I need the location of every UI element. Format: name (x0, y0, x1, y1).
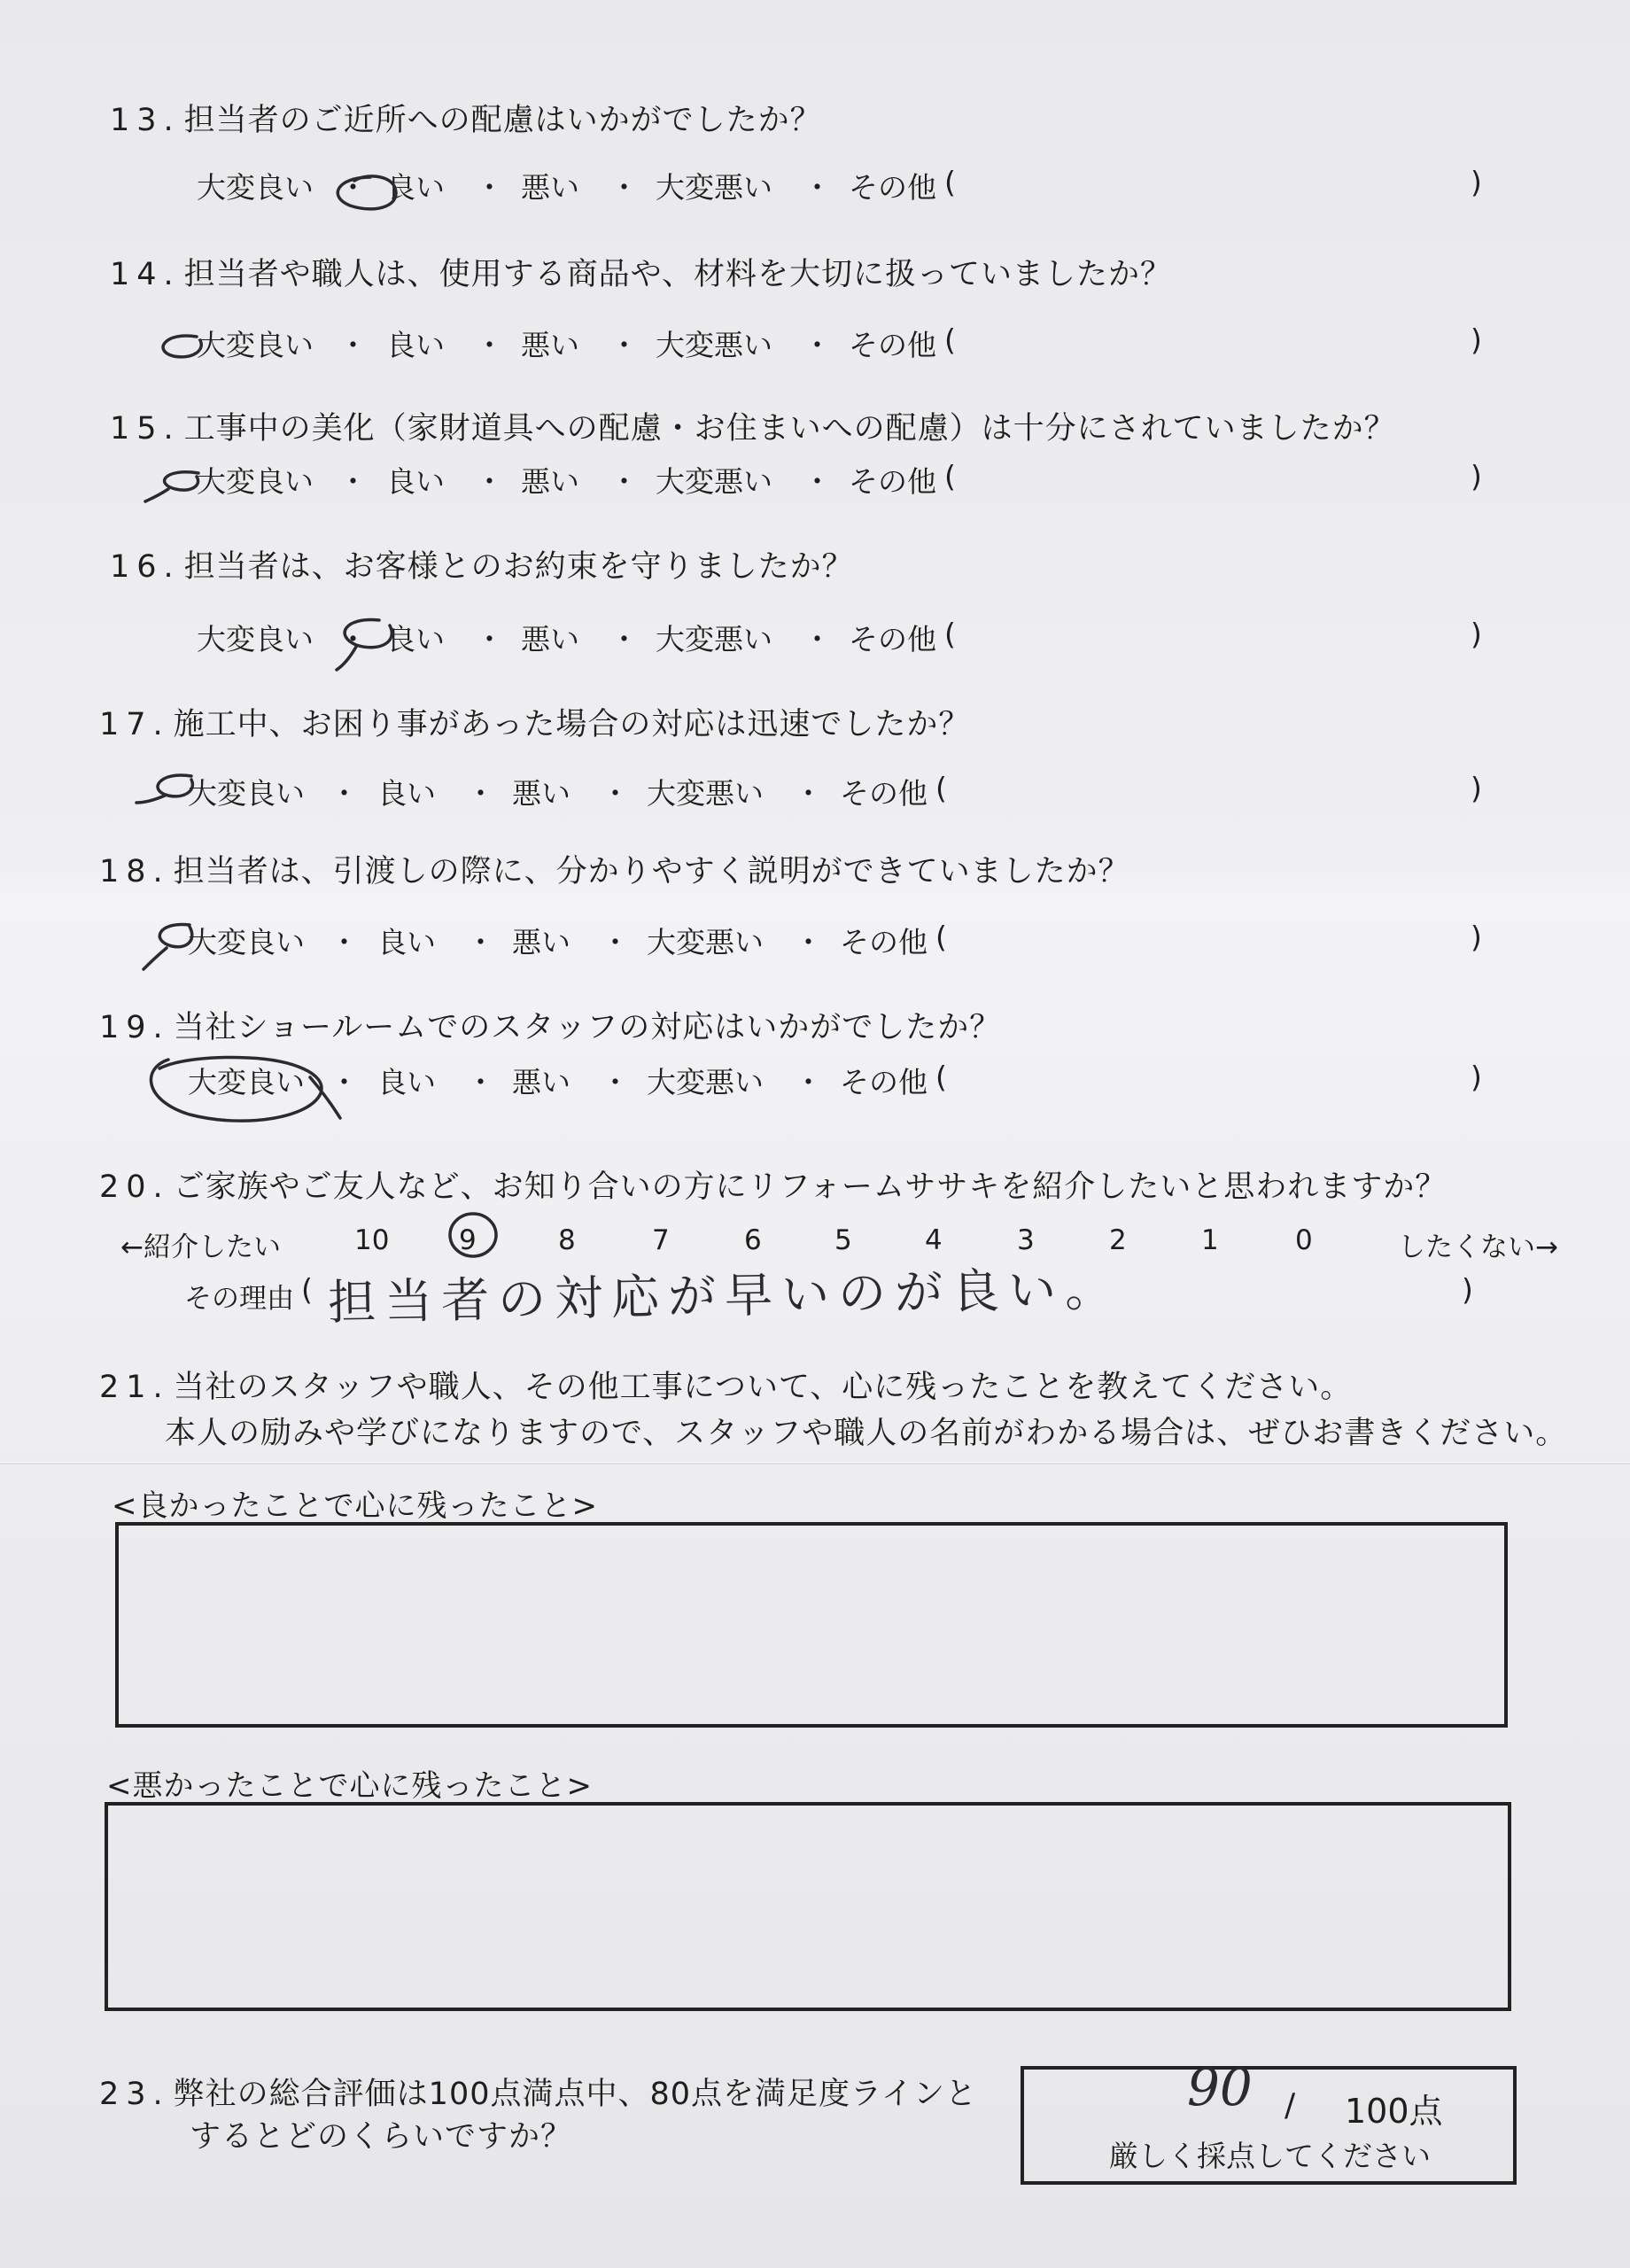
option-very-good[interactable]: 大変良い (188, 925, 305, 959)
option-very-good[interactable]: 大変良い (197, 328, 314, 362)
option-other[interactable]: その他 (849, 622, 936, 656)
good-memories-box[interactable] (115, 1522, 1508, 1728)
question-number: 20. (99, 1169, 170, 1205)
option-good[interactable]: 良い (386, 328, 445, 362)
option-very-good[interactable]: 大変良い (197, 622, 314, 656)
good-memories-heading: <良かったことで心に残ったこと> (112, 1488, 598, 1524)
other-open-paren: ( (944, 165, 956, 199)
option-good[interactable]: 良い (377, 1065, 436, 1099)
reason-open-paren: ( (301, 1272, 313, 1307)
option-very-bad[interactable]: 大変悪い (647, 925, 764, 959)
option-separator: ・ (803, 170, 832, 205)
question-number: 17. (99, 707, 170, 742)
question-text: 施工中、お困り事があった場合の対応は迅速でしたか？ (173, 707, 971, 742)
question-text: 当社のスタッフや職人、その他工事について、心に残ったことを教えてください。 (173, 1370, 1353, 1405)
option-separator: ・ (803, 328, 832, 362)
question-number: 18. (99, 854, 170, 889)
question-14-title (110, 250, 1172, 294)
option-separator: ・ (794, 1065, 823, 1099)
question-18-title (99, 847, 1130, 891)
question-number: 15. (110, 411, 181, 447)
scale-value-8[interactable]: 8 (558, 1224, 576, 1256)
question-text: 担当者や職人は、使用する商品や、材料を大切に扱っていましたか？ (183, 257, 1172, 292)
option-very-bad[interactable]: 大変悪い (656, 170, 772, 205)
option-good[interactable]: 良い (377, 776, 436, 811)
recommend-right-label: したくない→ (1398, 1231, 1558, 1263)
option-separator: ・ (803, 464, 832, 499)
score-box[interactable] (1021, 2057, 1517, 2185)
option-separator: ・ (475, 464, 504, 499)
option-very-good[interactable]: 大変良い (197, 464, 314, 499)
option-separator: ・ (330, 776, 359, 811)
option-bad[interactable]: 悪い (521, 170, 579, 205)
q23-title (99, 2070, 977, 2114)
option-separator: ・ (338, 170, 368, 205)
circle-q17-very-good (136, 775, 192, 803)
option-other[interactable]: その他 (840, 1065, 928, 1099)
option-separator: ・ (338, 464, 368, 499)
option-separator: ・ (338, 328, 368, 362)
question-text: ご家族やご友人など、お知り合いの方にリフォームササキを紹介したいと思われますか？ (173, 1169, 1448, 1205)
scale-value-10[interactable]: 10 (354, 1224, 390, 1256)
other-open-paren: ( (944, 617, 956, 651)
other-close-paren: ) (1471, 459, 1482, 493)
other-close-paren: ) (1471, 920, 1482, 954)
other-open-paren: ( (935, 771, 947, 805)
option-separator: ・ (794, 776, 823, 811)
paper-fold (0, 1462, 1630, 1464)
option-good[interactable]: 良い (386, 170, 445, 205)
question-text: 工事中の美化（家財道具への配慮・お住まいへの配慮）は十分にされていましたか？ (183, 411, 1396, 447)
other-open-paren: ( (944, 459, 956, 493)
scale-value-5[interactable]: 5 (834, 1224, 852, 1256)
scale-value-0[interactable]: 0 (1295, 1224, 1313, 1256)
option-separator: ・ (601, 776, 630, 811)
option-very-bad[interactable]: 大変悪い (656, 464, 772, 499)
option-separator: ・ (609, 170, 639, 205)
other-close-paren: ) (1471, 322, 1482, 357)
other-open-paren: ( (935, 920, 947, 954)
question-text: 当社ショールームでのスタッフの対応はいかがでしたか？ (173, 1010, 1002, 1045)
reason-close-paren: ) (1462, 1272, 1473, 1307)
question-text: 担当者のご近所への配慮はいかがでしたか？ (183, 103, 822, 138)
score-handwritten: 90 (1187, 2057, 1253, 2117)
scale-value-9[interactable]: 9 (459, 1224, 477, 1256)
q21-subtext: 本人の励みや学びになりますので、スタッフや職人の名前がわかる場合は、ぜひお書きください。 (165, 1416, 1568, 1451)
option-separator: ・ (475, 170, 504, 205)
scale-value-1[interactable]: 1 (1201, 1224, 1219, 1256)
option-very-good[interactable]: 大変良い (197, 170, 314, 205)
reason-label: その理由 (184, 1283, 294, 1315)
question-number: 19. (99, 1010, 170, 1045)
scale-value-4[interactable]: 4 (925, 1224, 943, 1256)
option-very-bad[interactable]: 大変悪い (647, 1065, 764, 1099)
score-slash: / (1285, 2087, 1296, 2124)
question-15-title (110, 404, 1396, 448)
question-16-title (110, 542, 854, 586)
option-separator: ・ (609, 328, 639, 362)
option-good[interactable]: 良い (386, 464, 445, 499)
option-very-good[interactable]: 大変良い (188, 1065, 305, 1099)
circle-q18-very-good (144, 925, 192, 969)
option-good[interactable]: 良い (386, 622, 445, 656)
question-17-title (99, 700, 970, 744)
scale-value-2[interactable]: 2 (1109, 1224, 1127, 1256)
bad-memories-heading: <悪かったことで心に残ったこと> (106, 1768, 593, 1804)
option-very-bad[interactable]: 大変悪い (647, 776, 764, 811)
option-separator: ・ (475, 328, 504, 362)
question-text: 担当者は、引渡しの際に、分かりやすく説明ができていましたか？ (173, 854, 1130, 889)
option-bad[interactable]: 悪い (521, 622, 579, 656)
q23-title-line2: するとどのくらいですか？ (190, 2119, 573, 2155)
option-separator: ・ (330, 925, 359, 959)
question-number: 16. (110, 549, 181, 585)
option-separator: ・ (475, 622, 504, 656)
question-text: 弊社の総合評価は100点満点中、80点を満足度ラインと (173, 2077, 977, 2112)
option-bad[interactable]: 悪い (512, 1065, 570, 1099)
other-open-paren: ( (944, 322, 956, 357)
option-separator: ・ (794, 925, 823, 959)
recommend-left-label: ←紹介したい (120, 1231, 281, 1263)
option-separator: ・ (338, 622, 368, 656)
bad-memories-box[interactable] (105, 1802, 1511, 2011)
question-19-title (99, 1003, 1001, 1047)
option-separator: ・ (803, 622, 832, 656)
other-close-paren: ) (1471, 165, 1482, 199)
score-note: 厳しく採点してください (1109, 2139, 1431, 2173)
option-other[interactable]: その他 (840, 776, 928, 811)
option-bad[interactable]: 悪い (521, 464, 579, 499)
option-separator: ・ (466, 925, 495, 959)
circle-q15-very-good (145, 472, 198, 501)
option-very-good[interactable]: 大変良い (188, 776, 305, 811)
score-max: 100点 (1345, 2092, 1443, 2131)
option-separator: ・ (601, 1065, 630, 1099)
option-separator: ・ (609, 464, 639, 499)
option-very-bad[interactable]: 大変悪い (656, 622, 772, 656)
other-close-paren: ) (1471, 1060, 1482, 1094)
option-other[interactable]: その他 (840, 925, 928, 959)
question-13-title (110, 96, 822, 140)
question-number: 21. (99, 1370, 170, 1405)
option-separator: ・ (601, 925, 630, 959)
question-number: 13. (110, 103, 181, 138)
question-text: 担当者は、お客様とのお約束を守りましたか？ (183, 549, 854, 585)
scale-value-6[interactable]: 6 (744, 1224, 762, 1256)
scale-value-7[interactable]: 7 (652, 1224, 670, 1256)
q21-title (99, 1363, 1352, 1407)
other-close-paren: ) (1471, 771, 1482, 805)
q20-title (99, 1162, 1447, 1207)
option-separator: ・ (466, 1065, 495, 1099)
option-other[interactable]: その他 (849, 170, 936, 205)
option-good[interactable]: 良い (377, 925, 436, 959)
option-separator: ・ (609, 622, 639, 656)
option-separator: ・ (466, 776, 495, 811)
option-other[interactable]: その他 (849, 464, 936, 499)
option-separator: ・ (330, 1065, 359, 1099)
circle-q14-very-good (163, 336, 201, 357)
option-other[interactable]: その他 (849, 328, 936, 362)
other-open-paren: ( (935, 1060, 947, 1094)
question-number: 23. (99, 2077, 170, 2112)
option-bad[interactable]: 悪い (521, 328, 579, 362)
other-close-paren: ) (1471, 617, 1482, 651)
option-very-bad[interactable]: 大変悪い (656, 328, 772, 362)
option-bad[interactable]: 悪い (512, 925, 570, 959)
option-bad[interactable]: 悪い (512, 776, 570, 811)
question-number: 14. (110, 257, 181, 292)
reason-handwritten-text[interactable]: 担当者の対応が早いのが良い。 (327, 1261, 1122, 1331)
scale-value-3[interactable]: 3 (1017, 1224, 1035, 1256)
